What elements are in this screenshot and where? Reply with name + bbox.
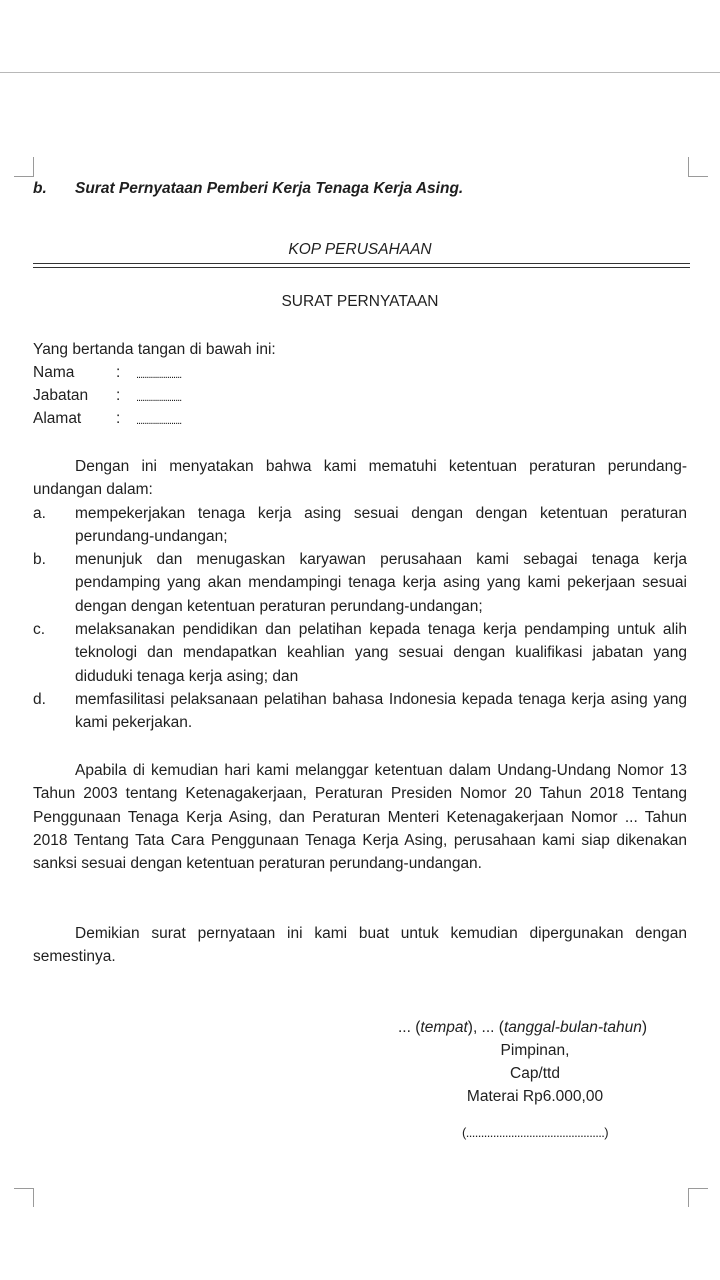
field-colon: :	[116, 387, 121, 404]
list-marker: a.	[33, 505, 46, 522]
letterhead-double-rule	[33, 263, 690, 268]
date-placeholder: tanggal-bulan-tahun	[503, 1019, 642, 1036]
closing-paragraph	[33, 922, 687, 969]
list-item	[33, 618, 687, 688]
field-label-jabatan: Jabatan	[33, 387, 89, 404]
list-marker: c.	[33, 621, 46, 638]
place-placeholder: tempat	[420, 1019, 468, 1036]
signer-role: Pimpinan,	[500, 1042, 570, 1059]
section-marker: b.	[33, 180, 47, 197]
letterhead-label: KOP PERUSAHAAN	[288, 241, 432, 258]
list-marker: b.	[33, 551, 46, 568]
list-item-text: melaksanakan pendidikan dan pelatihan kepada tenaga kerja pendamping untuk alih teknologi dan mendapatkan keahlian yang sesuai dengan kualifikasi jabatan yang diduduki tenaga kerja asing; dan	[75, 621, 687, 685]
page-top-divider	[0, 72, 720, 73]
list-item	[33, 502, 687, 549]
document-title: SURAT PERNYATAAN	[281, 293, 439, 310]
sanction-paragraph-text: Apabila di kemudian hari kami melanggar ketentuan dalam Undang-Undang Nomor 13 Tahun 2003 tentang Ketenagakerjaan, Peraturan Presiden Nomor 20 Tahun 2018 Tentang Penggunaan Tenaga Kerja Asing, dan Peraturan Menteri Ketenagakerjaan Nomor ... Tahun 2018 Tentang Tata Cara Penggunaan Tenaga Kerja Asing, perusahaan kami siap dikenakan sanksi sesuai dengan ketentuan peraturan perundang-undangan.	[33, 762, 687, 873]
field-blank-jabatan: ......................	[136, 392, 182, 404]
list-marker: d.	[33, 691, 46, 708]
field-colon: :	[116, 364, 121, 381]
field-label-nama: Nama	[33, 364, 75, 381]
closing-paragraph-text: Demikian surat pernyataan ini kami buat untuk kemudian dipergunakan dengan semestinya.	[33, 925, 687, 966]
field-blank-nama: ......................	[136, 369, 182, 381]
intro-line: Yang bertanda tangan di bawah ini:	[33, 341, 276, 358]
stamp-label: Cap/ttd	[510, 1065, 560, 1082]
list-item-text: menunjuk dan menugaskan karyawan perusahaan kami sebagai tenaga kerja pendamping yang akan mendampingi tenaga kerja asing yang kami pekerjaan sesuai dengan dengan ketentuan peraturan perundang-undangan;	[75, 551, 687, 615]
list-item-text: memfasilitasi pelaksanaan pelatihan bahasa Indonesia kepada tenaga kerja asing yang kami pekerjakan.	[75, 691, 687, 732]
statement-intro-paragraph	[33, 455, 687, 502]
stamp-duty-label: Materai Rp6.000,00	[466, 1088, 604, 1105]
list-item	[33, 548, 687, 618]
section-title: Surat Pernyataan Pemberi Kerja Tenaga Kerja Asing.	[75, 180, 464, 197]
list-item-text: mempekerjakan tenaga kerja asing sesuai dengan dengan ketentuan peraturan perundang-undangan;	[75, 505, 687, 546]
statement-intro-text: Dengan ini menyatakan bahwa kami mematuhi ketentuan peraturan perundang-undangan dalam:	[33, 458, 687, 499]
field-blank-alamat: ......................	[136, 415, 182, 427]
list-item	[33, 688, 687, 735]
field-colon: :	[116, 410, 121, 427]
signer-name-blank: (..............................................)	[461, 1125, 608, 1140]
place-date-line: ... (tempat), ... (tanggal-bulan-tahun)	[398, 1019, 648, 1036]
field-label-alamat: Alamat	[33, 410, 82, 427]
sanction-paragraph	[33, 759, 687, 875]
